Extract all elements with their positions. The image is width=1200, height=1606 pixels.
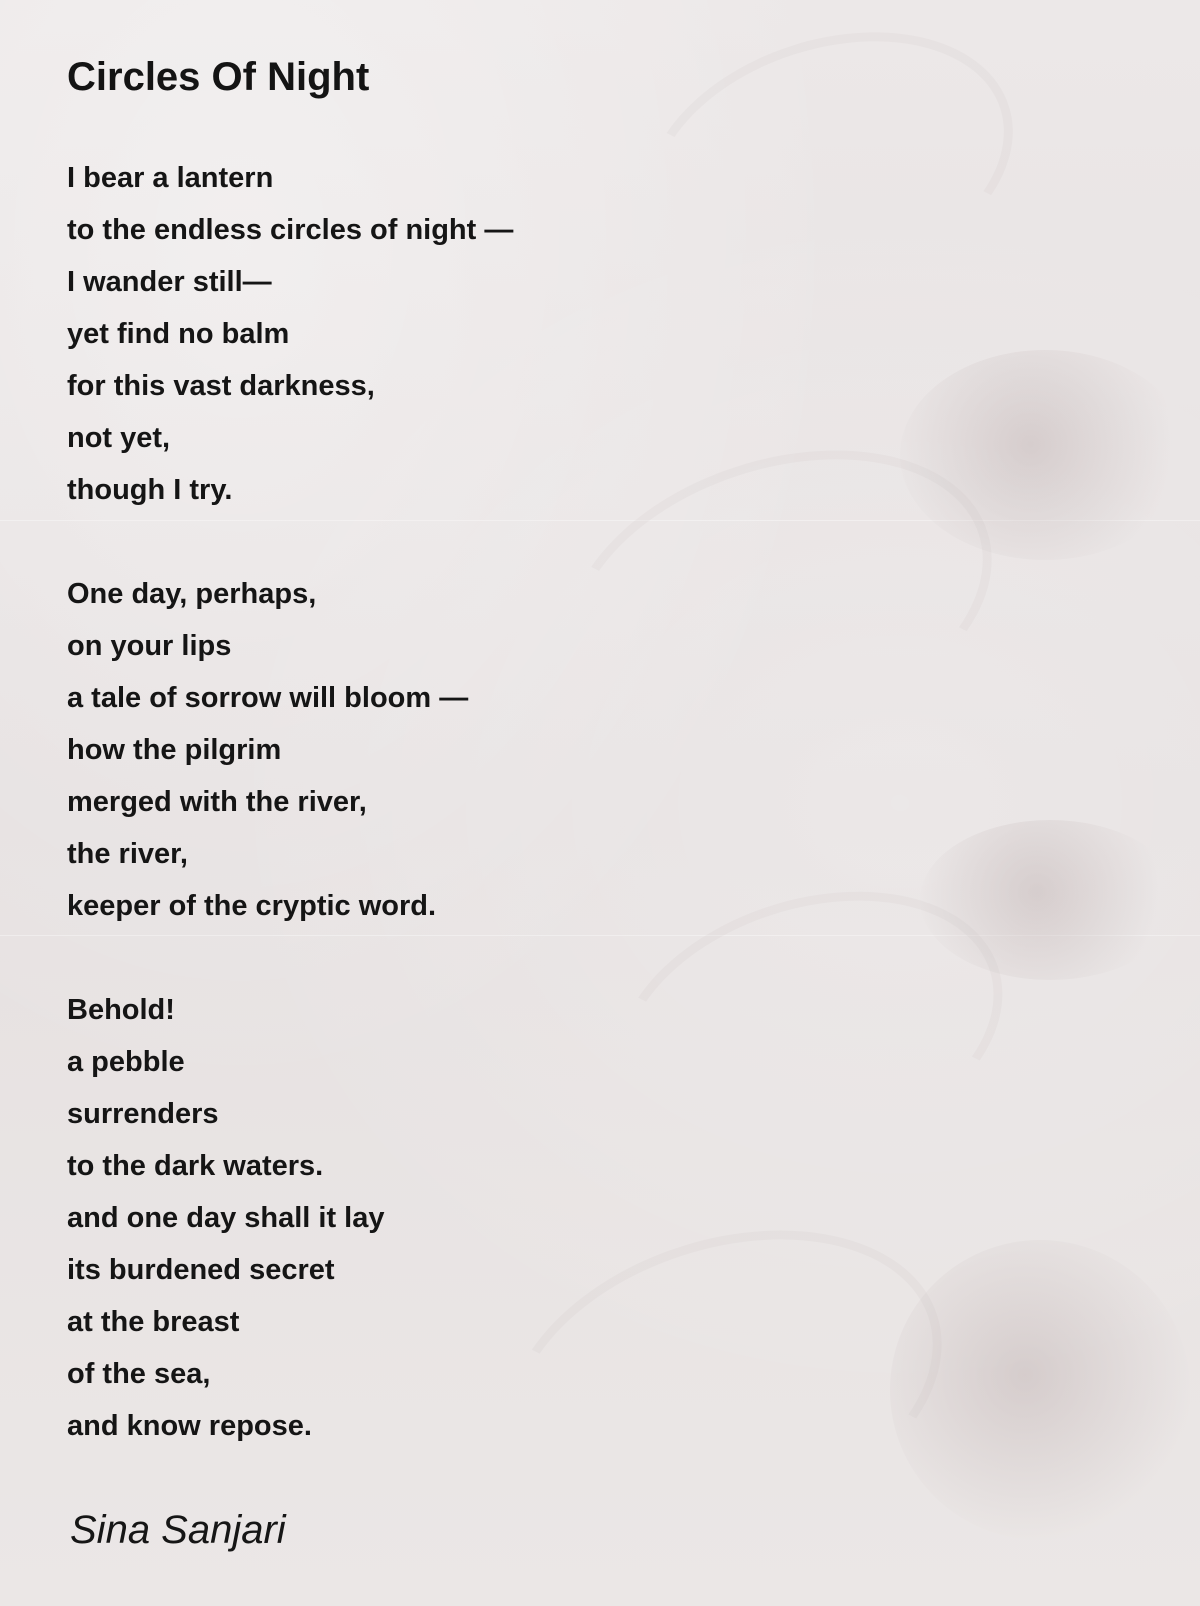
- poem-line: on your lips: [67, 630, 232, 662]
- poem-line: merged with the river,: [67, 786, 367, 818]
- poem-body: [67, 152, 1127, 1452]
- poem-line: for this vast darkness,: [67, 370, 375, 402]
- poem-line: and one day shall it lay: [67, 1202, 385, 1234]
- poem-line: though I try.: [67, 474, 233, 506]
- poem-line: One day, perhaps,: [67, 578, 317, 610]
- poem-line: a tale of sorrow will bloom —: [67, 682, 469, 714]
- poem-line: of the sea,: [67, 1358, 211, 1390]
- poem-line: how the pilgrim: [67, 734, 282, 766]
- poem-line: not yet,: [67, 422, 171, 454]
- poem-line: I wander still—: [67, 266, 272, 298]
- poem-stanza: [67, 568, 1127, 932]
- poem-content: [67, 48, 1127, 1452]
- poem-line: keeper of the cryptic word.: [67, 890, 437, 922]
- poem-line: to the dark waters.: [67, 1150, 324, 1182]
- poem-line: at the breast: [67, 1306, 240, 1338]
- poem-line: a pebble: [67, 1046, 185, 1078]
- poem-author: Sina Sanjari: [70, 1508, 286, 1552]
- poem-stanza: [67, 984, 1127, 1452]
- poem-line: Behold!: [67, 994, 175, 1026]
- poem-line: surrenders: [67, 1098, 219, 1130]
- poem-line: yet find no balm: [67, 318, 290, 350]
- poem-line: and know repose.: [67, 1410, 312, 1442]
- poem-title: Circles Of Night: [67, 55, 370, 99]
- poem-line: the river,: [67, 838, 188, 870]
- poem-stanza: [67, 152, 1127, 516]
- poem-line: to the endless circles of night —: [67, 214, 514, 246]
- poem-line: I bear a lantern: [67, 162, 274, 194]
- poem-line: its burdened secret: [67, 1254, 335, 1286]
